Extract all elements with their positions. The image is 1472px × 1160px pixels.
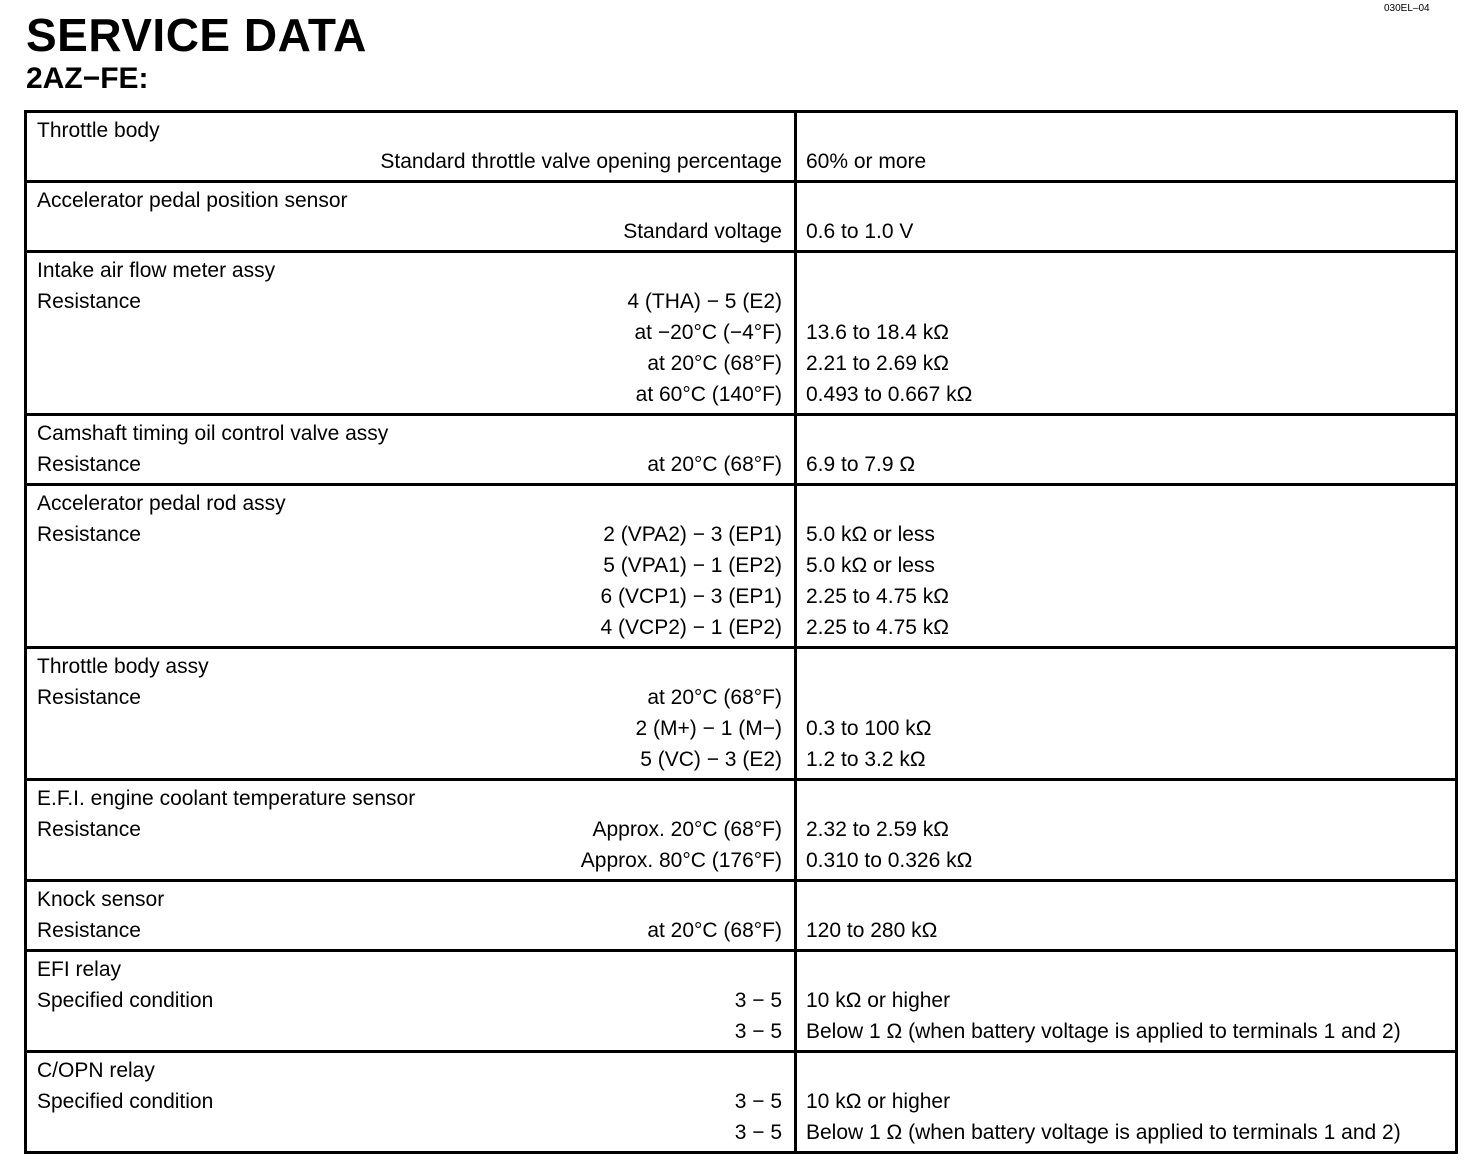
spec-condition: Approx. 80°C (176°F) <box>580 849 782 872</box>
spec-item-column <box>27 486 797 646</box>
spec-value: 6.9 to 7.9 Ω <box>806 453 916 476</box>
spec-item-column <box>27 882 797 949</box>
spec-value: 2.25 to 4.75 kΩ <box>806 585 949 608</box>
spec-section <box>27 646 1455 778</box>
spec-label: Resistance <box>37 818 141 841</box>
spec-value: 2.32 to 2.59 kΩ <box>806 818 949 841</box>
spec-condition: 2 (VPA2) − 3 (EP1) <box>603 523 782 546</box>
component-heading-row <box>37 255 782 286</box>
spec-condition: 2 (M+) − 1 (M−) <box>635 717 782 740</box>
spec-value-column <box>797 882 1455 949</box>
spec-value-column <box>797 952 1455 1050</box>
spec-row <box>37 915 782 946</box>
component-name: C/OPN relay <box>37 1059 155 1082</box>
spec-row <box>37 985 782 1016</box>
spec-row <box>37 379 782 410</box>
value-spacer <box>806 651 1447 682</box>
document-reference-code: 030EL–04 <box>1384 3 1430 14</box>
spec-label: Resistance <box>37 686 141 709</box>
spec-condition: at 20°C (68°F) <box>647 919 782 942</box>
component-name: Knock sensor <box>37 888 165 911</box>
value-spacer <box>806 783 1447 814</box>
spec-value: 5.0 kΩ or less <box>806 554 935 577</box>
spec-row <box>37 682 782 713</box>
value-spacer <box>806 1055 1447 1086</box>
component-name: Accelerator pedal position sensor <box>37 189 348 212</box>
spec-section <box>27 1050 1455 1151</box>
spec-condition: 3 − 5 <box>734 1090 782 1113</box>
spec-value: 1.2 to 3.2 kΩ <box>806 748 926 771</box>
spec-value <box>806 286 1447 317</box>
spec-condition: 4 (THA) − 5 (E2) <box>627 290 782 313</box>
component-heading-row <box>37 651 782 682</box>
spec-value: Below 1 Ω (when battery voltage is applied to terminals 1 and 2) <box>806 1121 1401 1144</box>
spec-item-column <box>27 416 797 483</box>
spec-condition: at 20°C (68°F) <box>647 352 782 375</box>
spec-row <box>37 1086 782 1117</box>
spec-row <box>37 348 782 379</box>
spec-section <box>27 180 1455 250</box>
spec-section <box>27 113 1455 180</box>
spec-label: Specified condition <box>37 989 214 1012</box>
spec-section <box>27 879 1455 949</box>
spec-item-column <box>27 253 797 413</box>
value-spacer <box>806 185 1447 216</box>
spec-label: Resistance <box>37 290 141 313</box>
spec-condition: 3 − 5 <box>734 1020 782 1043</box>
component-name: E.F.I. engine coolant temperature sensor <box>37 787 416 810</box>
component-heading-row <box>37 185 782 216</box>
service-data-table <box>24 110 1458 1154</box>
spec-row <box>37 845 782 876</box>
spec-section <box>27 778 1455 879</box>
component-name: Throttle body <box>37 119 160 142</box>
spec-value: 2.25 to 4.75 kΩ <box>806 616 949 639</box>
spec-value: 60% or more <box>806 150 927 173</box>
page-title: SERVICE DATA <box>26 9 367 61</box>
value-spacer <box>806 255 1447 286</box>
spec-condition: 5 (VC) − 3 (E2) <box>640 748 782 771</box>
spec-value: 2.21 to 2.69 kΩ <box>806 352 949 375</box>
spec-item-column <box>27 1053 797 1151</box>
spec-condition: at 20°C (68°F) <box>647 686 782 709</box>
spec-label: Specified condition <box>37 1090 214 1113</box>
spec-value-column <box>797 253 1455 413</box>
component-heading-row <box>37 954 782 985</box>
spec-row <box>37 581 782 612</box>
component-name: Throttle body assy <box>37 655 209 678</box>
component-name: EFI relay <box>37 958 122 981</box>
spec-row <box>37 713 782 744</box>
spec-row <box>37 1016 782 1047</box>
spec-condition: Standard voltage <box>623 220 782 243</box>
spec-value: 0.6 to 1.0 V <box>806 220 914 243</box>
spec-row <box>37 449 782 480</box>
spec-value: 0.310 to 0.326 kΩ <box>806 849 973 872</box>
component-heading-row <box>37 418 782 449</box>
spec-value-column <box>797 416 1455 483</box>
spec-section <box>27 949 1455 1050</box>
component-heading-row <box>37 115 782 146</box>
spec-condition: 4 (VCP2) − 1 (EP2) <box>600 616 782 639</box>
spec-value-column <box>797 183 1455 250</box>
spec-condition: 3 − 5 <box>734 989 782 1012</box>
spec-item-column <box>27 183 797 250</box>
spec-section <box>27 250 1455 413</box>
component-heading-row <box>37 783 782 814</box>
spec-value: 5.0 kΩ or less <box>806 523 935 546</box>
value-spacer <box>806 954 1447 985</box>
component-name: Accelerator pedal rod assy <box>37 492 286 515</box>
component-heading-row <box>37 884 782 915</box>
spec-value: 0.493 to 0.667 kΩ <box>806 383 973 406</box>
spec-section <box>27 483 1455 646</box>
spec-row <box>37 1117 782 1148</box>
spec-row <box>37 744 782 775</box>
spec-item-column <box>27 952 797 1050</box>
value-spacer <box>806 418 1447 449</box>
value-spacer <box>806 488 1447 519</box>
value-spacer <box>806 115 1447 146</box>
spec-value: 10 kΩ or higher <box>806 989 951 1012</box>
spec-row <box>37 612 782 643</box>
spec-condition: 3 − 5 <box>734 1121 782 1144</box>
spec-row <box>37 519 782 550</box>
spec-value: 120 to 280 kΩ <box>806 919 938 942</box>
component-heading-row <box>37 488 782 519</box>
spec-value-column <box>797 649 1455 778</box>
engine-model-subtitle: 2AZ−FE: <box>26 62 149 95</box>
spec-value: 10 kΩ or higher <box>806 1090 951 1113</box>
spec-row <box>37 550 782 581</box>
spec-value-column <box>797 781 1455 879</box>
spec-row <box>37 317 782 348</box>
spec-value: Below 1 Ω (when battery voltage is applied to terminals 1 and 2) <box>806 1020 1401 1043</box>
spec-row <box>37 814 782 845</box>
spec-condition: Standard throttle valve opening percentage <box>380 150 782 173</box>
spec-condition: Approx. 20°C (68°F) <box>592 818 782 841</box>
component-name: Camshaft timing oil control valve assy <box>37 422 389 445</box>
spec-item-column <box>27 113 797 180</box>
spec-item-column <box>27 649 797 778</box>
spec-condition: at 20°C (68°F) <box>647 453 782 476</box>
spec-item-column <box>27 781 797 879</box>
spec-label: Resistance <box>37 453 141 476</box>
spec-value: 13.6 to 18.4 kΩ <box>806 321 949 344</box>
spec-value: 0.3 to 100 kΩ <box>806 717 932 740</box>
component-name: Intake air flow meter assy <box>37 259 276 282</box>
spec-row <box>37 146 782 177</box>
spec-value <box>806 682 1447 713</box>
spec-label: Resistance <box>37 523 141 546</box>
spec-row <box>37 286 782 317</box>
spec-condition: at −20°C (−4°F) <box>634 321 782 344</box>
spec-value-column <box>797 1053 1455 1151</box>
spec-value-column <box>797 486 1455 646</box>
spec-label: Resistance <box>37 919 141 942</box>
spec-condition: at 60°C (140°F) <box>635 383 782 406</box>
spec-condition: 6 (VCP1) − 3 (EP1) <box>600 585 782 608</box>
component-heading-row <box>37 1055 782 1086</box>
spec-condition: 5 (VPA1) − 1 (EP2) <box>603 554 782 577</box>
spec-row <box>37 216 782 247</box>
spec-value-column <box>797 113 1455 180</box>
spec-section <box>27 413 1455 483</box>
value-spacer <box>806 884 1447 915</box>
